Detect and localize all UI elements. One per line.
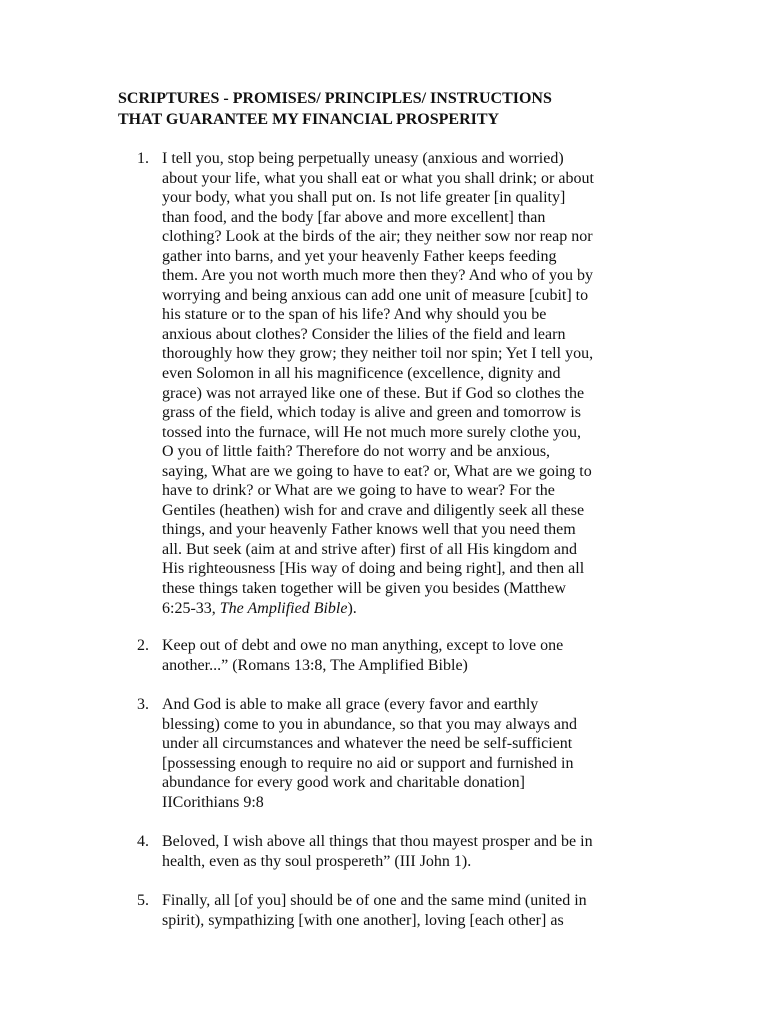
text-line: grass of the field, which today is alive and green and tomorrow is [162, 404, 581, 422]
list-item-number: 2. [137, 637, 149, 654]
text-line: I tell you, stop being perpetually uneasy (anxious and worried) [162, 150, 564, 167]
text-line: grace) was not arrayed like one of these. But if God so clothes the [162, 384, 585, 402]
text-line: IICorithians 9:8 [162, 793, 264, 811]
text-line: even Solomon in all his magnificence (excellence, dignity and [162, 365, 561, 383]
text-line-citation [162, 599, 702, 619]
text-line: clothing? Look at the birds of the air; they neither sow nor reap nor [162, 228, 593, 246]
text-line: worrying and being anxious can add one unit of measure [cubit] to [162, 286, 589, 304]
list-item-text [162, 149, 702, 618]
text-line: than food, and the body [far above and more excellent] than [162, 208, 546, 226]
document-title-line-1: SCRIPTURES - PROMISES/ PRINCIPLES/ INSTRUCTIONS [118, 90, 552, 107]
text-line: your body, what you shall put on. Is not life greater [in quality] [162, 189, 566, 207]
text-line: these things taken together will be given you besides (Matthew [162, 580, 566, 598]
text-line: thoroughly how they grow; they neither toil nor spin; Yet I tell you, [162, 345, 594, 363]
citation-reference: 6:25-33, [162, 599, 220, 617]
text-line: tossed into the furnace, will He not much more surely clothe you, [162, 423, 582, 441]
text-line: Finally, all [of you] should be of one and the same mind (united in [162, 892, 587, 909]
list-item-number: 5. [137, 892, 149, 909]
text-line: health, even as thy soul prospereth” (III John 1). [162, 852, 472, 870]
list-item-text [162, 891, 702, 930]
text-line: his stature or to the span of his life? And why should you be [162, 306, 547, 324]
text-line: Gentiles (heathen) wish for and crave and diligently seek all these [162, 501, 585, 519]
citation-source-italic: The Amplified Bible [219, 599, 348, 617]
document-title [118, 88, 678, 130]
text-line: O you of little faith? Therefore do not worry and be anxious, [162, 443, 551, 461]
citation-suffix: ). [347, 599, 357, 617]
text-line: Keep out of debt and owe no man anything, except to love one [162, 637, 564, 654]
text-line: another...” (Romans 13:8, The Amplified Bible) [162, 656, 468, 674]
text-line: things, and your heavenly Father knows well that you need them [162, 521, 576, 539]
text-line: about your life, what you shall eat or what you shall drink; or about [162, 169, 594, 187]
document-title-line-2: THAT GUARANTEE MY FINANCIAL PROSPERITY [118, 111, 500, 128]
list-item-text [162, 695, 702, 812]
text-line: under all circumstances and whatever the need be self-sufficient [162, 735, 573, 753]
text-line: blessing) come to you in abundance, so that you may always and [162, 715, 578, 733]
list-item-number: 3. [137, 696, 149, 713]
list-item-text [162, 636, 702, 675]
text-line: have to drink? or What are we going to have to wear? For the [162, 482, 555, 500]
text-line: His righteousness [His way of doing and being right], and then all [162, 560, 585, 578]
text-line: anxious about clothes? Consider the lilies of the field and learn [162, 325, 566, 343]
list-item-number: 4. [137, 833, 149, 850]
text-line: Beloved, I wish above all things that thou mayest prosper and be in [162, 833, 593, 850]
text-line: And God is able to make all grace (every favor and earthly [162, 696, 539, 713]
text-line: abundance for every good work and charitable donation] [162, 774, 525, 792]
text-line: spirit), sympathizing [with one another], loving [each other] as [162, 911, 564, 929]
text-line: [possessing enough to require no aid or support and furnished in [162, 754, 574, 772]
text-line: saying, What are we going to have to eat? or, What are we going to [162, 462, 592, 480]
list-item-number: 1. [137, 150, 149, 167]
text-line: gather into barns, and yet your heavenly Father keeps feeding [162, 247, 557, 265]
list-item-text [162, 832, 702, 871]
text-line: them. Are you not worth much more then they? And who of you by [162, 267, 594, 285]
text-line: all. But seek (aim at and strive after) first of all His kingdom and [162, 540, 577, 558]
